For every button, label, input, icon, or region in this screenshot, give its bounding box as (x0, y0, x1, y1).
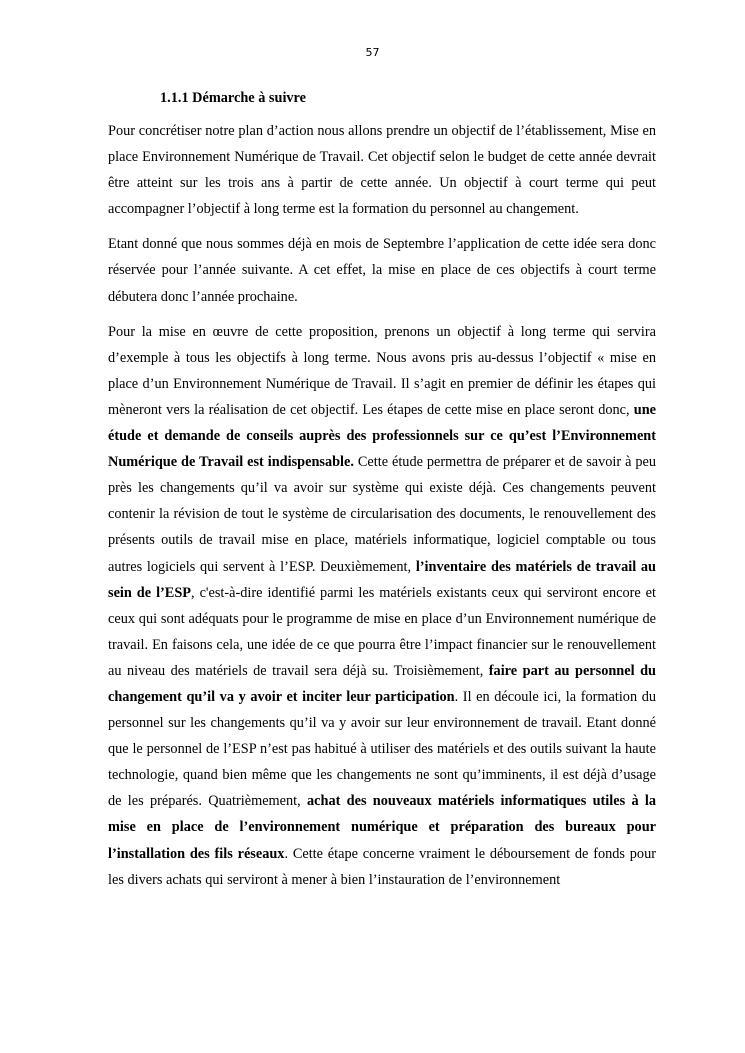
text-segment: , c'est-à-dire identifié parmi les matériels existants ceux qui serviront encore et ceux qui sont adéquats pour le programme de mise en place d’un Environnement numérique de travail. En faisons cela, une idée de ce que pourra être l’impact financier sur le renouvellement au niveau des matériels de travail sera déjà su. Troisièmement, (108, 584, 656, 679)
text-segment: . Cette étape concerne vraiment le déboursement de fonds pour les divers achats qui serviront à mener à bien l’instauration de l’environnement (108, 845, 656, 888)
paragraph (108, 319, 656, 893)
bold-text-segment: l’inventaire des matériels de travail au sein de l’ESP (108, 558, 656, 601)
section-heading: 1.1.1 Démarche à suivre (160, 90, 306, 106)
page-number: 57 (365, 46, 380, 59)
paragraph (108, 118, 656, 222)
text-segment: Cette étude permettra de préparer et de savoir à peu près les changements qu’il va avoir sur système qui existe déjà. Ces changements peuvent contenir la révision de tout le système de circularisation des documents, le renouvellement des présents outils de travail mise en place, matériels informatique, logiciel comptable ou tous autres logiciels qui servent à l’ESP. Deuxièmement, (108, 454, 656, 575)
text-segment: Pour la mise en œuvre de cette proposition, prenons un objectif à long terme qui servira d’exemple à tous les objectifs à long terme. Nous avons pris au-dessus l’objectif « mise en place d’un Environnement Numérique de Travail. Il s’agit en premier de définir les étapes qui mèneront vers la réalisation de cet objectif. Les étapes de cette mise en place seront donc, (108, 323, 656, 418)
bold-text-segment: achat des nouveaux matériels informatiques utiles à la mise en place de l’environnement numérique et préparation des bureaux pour l’installation des fils réseaux (108, 793, 656, 862)
text-segment: Pour concrétiser notre plan d’action nous allons prendre un objectif de l’établissement, Mise en place Environnement Numérique de Travail. Cet objectif selon le budget de cette année devrait être atteint sur les trois ans à partir de cette année. Un objectif à court terme qui peut accompagner l’objectif à long terme est la formation du personnel au changement. (108, 123, 656, 218)
text-segment: Etant donné que nous sommes déjà en mois de Septembre l’application de cette idée sera donc réservée pour l’année suivante. A cet effet, la mise en place de ces objectifs à court terme débutera donc l’année prochaine. (108, 236, 656, 305)
body-text (108, 118, 656, 902)
bold-text-segment: faire part au personnel du changement qu’il va y avoir et inciter leur participation (108, 662, 656, 705)
bold-text-segment: une étude et demande de conseils auprès des professionnels sur ce qu’est l’Environnement Numérique de Travail est indispensable. (108, 401, 656, 471)
text-segment: . Il en découle ici, la formation du personnel sur les changements qu’il va y avoir sur leur environnement de travail. Etant donné que le personnel de l’ESP n’est pas habitué à utiliser des matériels et des outils suivant la haute technologie, quand bien même que les changements ne sont qu’imminents, il est déjà d’usage de les préparés. Quatrièmement, (108, 688, 656, 810)
paragraph (108, 231, 656, 309)
